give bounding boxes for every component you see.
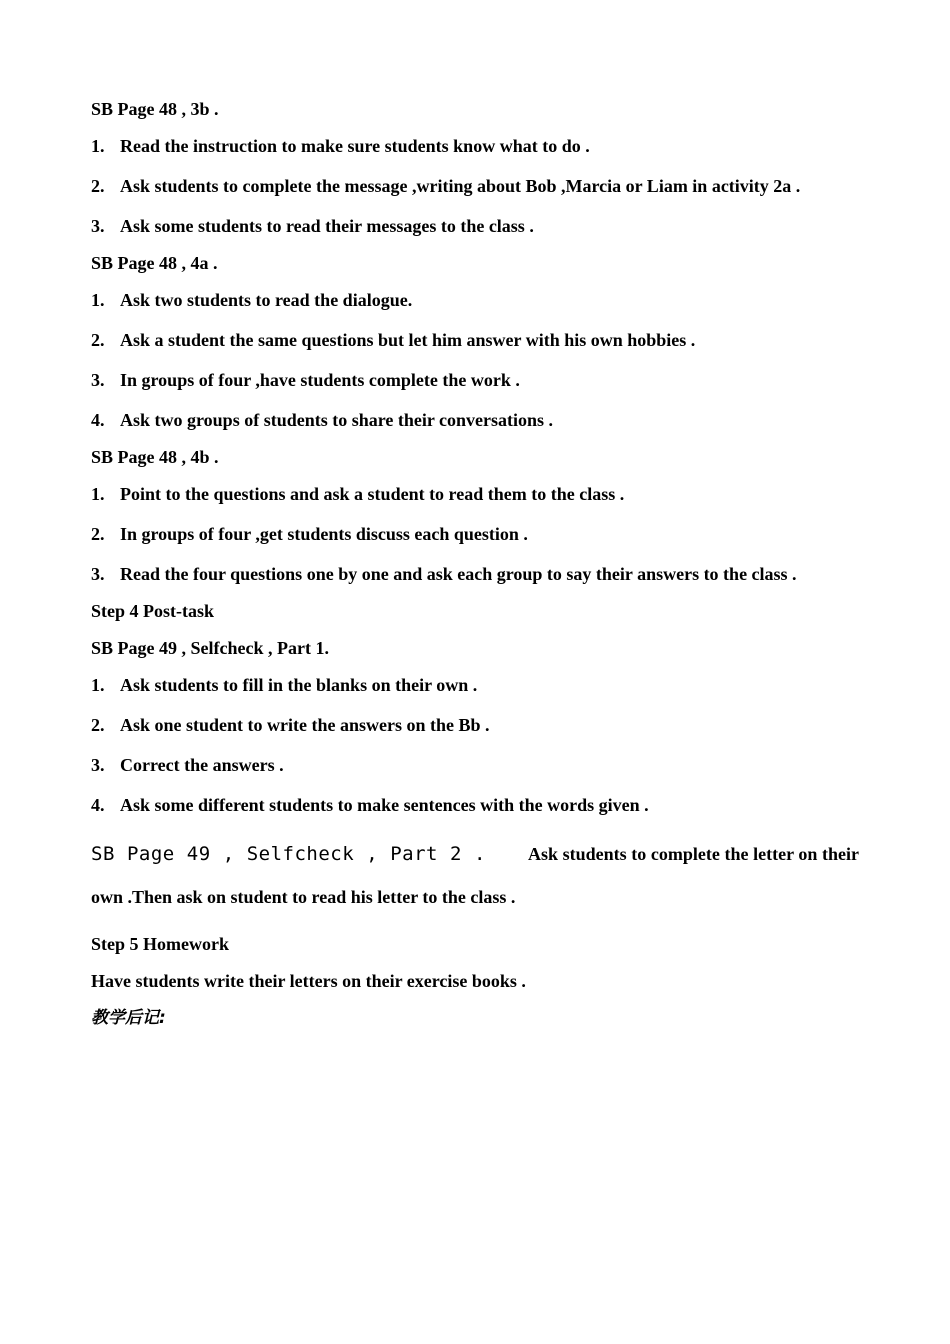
list-item (91, 408, 859, 432)
item-number: 2. (91, 330, 105, 350)
item-number: 1. (91, 290, 105, 310)
item-text: Ask some students to read their messages to the class . (120, 216, 534, 236)
list-item (91, 793, 859, 817)
item-number: 3. (91, 755, 105, 775)
item-number: 2. (91, 715, 105, 735)
homework-text: Have students write their letters on their exercise books . (91, 971, 526, 991)
step5-title: Step 5 Homework (91, 934, 229, 954)
item-text: Ask a student the same questions but let him answer with his own hobbies . (120, 330, 696, 350)
list-item (91, 328, 859, 352)
item-number: 3. (91, 564, 105, 584)
item-text: Read the instruction to make sure students know what to do . (120, 136, 590, 156)
part2-label: SB Page 49 , Selfcheck , Part 2 . (91, 843, 486, 865)
item-number: 1. (91, 484, 105, 504)
list-item (91, 368, 859, 392)
section-heading: SB Page 48 , 4b . (91, 447, 219, 467)
list-item (91, 134, 859, 158)
item-text: Ask two students to read the dialogue. (120, 290, 413, 310)
item-number: 3. (91, 370, 105, 390)
list-item (91, 174, 859, 198)
list-item (91, 713, 859, 737)
teaching-notes-label: 教学后记: (91, 1008, 166, 1028)
item-text: Ask some different students to make sentences with the words given . (120, 795, 649, 815)
section-heading: SB Page 48 , 3b . (91, 99, 219, 119)
list-item (91, 522, 859, 546)
item-text: Point to the questions and ask a student to read them to the class . (120, 484, 625, 504)
item-text: In groups of four ,get students discuss each question . (120, 524, 528, 544)
list-item (91, 753, 859, 777)
list-item (91, 562, 859, 586)
selfcheck-part2-paragraph (91, 833, 859, 919)
item-text: Ask students to fill in the blanks on their own . (120, 675, 478, 695)
item-number: 4. (91, 410, 105, 430)
item-number: 2. (91, 176, 105, 196)
part2-text: Ask students to complete the letter on their own .Then ask on student to read his letter to the class . (91, 844, 859, 907)
item-number: 2. (91, 524, 105, 544)
item-number: 1. (91, 675, 105, 695)
list-item (91, 482, 859, 506)
list-item (91, 214, 859, 238)
item-text: Read the four questions one by one and ask each group to say their answers to the class . (120, 564, 797, 584)
item-number: 1. (91, 136, 105, 156)
lesson-plan-content (91, 97, 859, 1030)
item-number: 3. (91, 216, 105, 236)
list-item (91, 673, 859, 697)
section-heading: SB Page 48 , 4a . (91, 253, 218, 273)
item-text: Ask students to complete the message ,writing about Bob ,Marcia or Liam in activity 2a . (120, 176, 801, 196)
item-text: Ask two groups of students to share their conversations . (120, 410, 554, 430)
item-text: Ask one student to write the answers on the Bb . (120, 715, 490, 735)
step4-title: Step 4 Post-task (91, 601, 215, 621)
section-heading: SB Page 49 , Selfcheck , Part 1. (91, 638, 329, 658)
list-item (91, 288, 859, 312)
item-text: In groups of four ,have students complete the work . (120, 370, 520, 390)
item-number: 4. (91, 795, 105, 815)
item-text: Correct the answers . (120, 755, 284, 775)
